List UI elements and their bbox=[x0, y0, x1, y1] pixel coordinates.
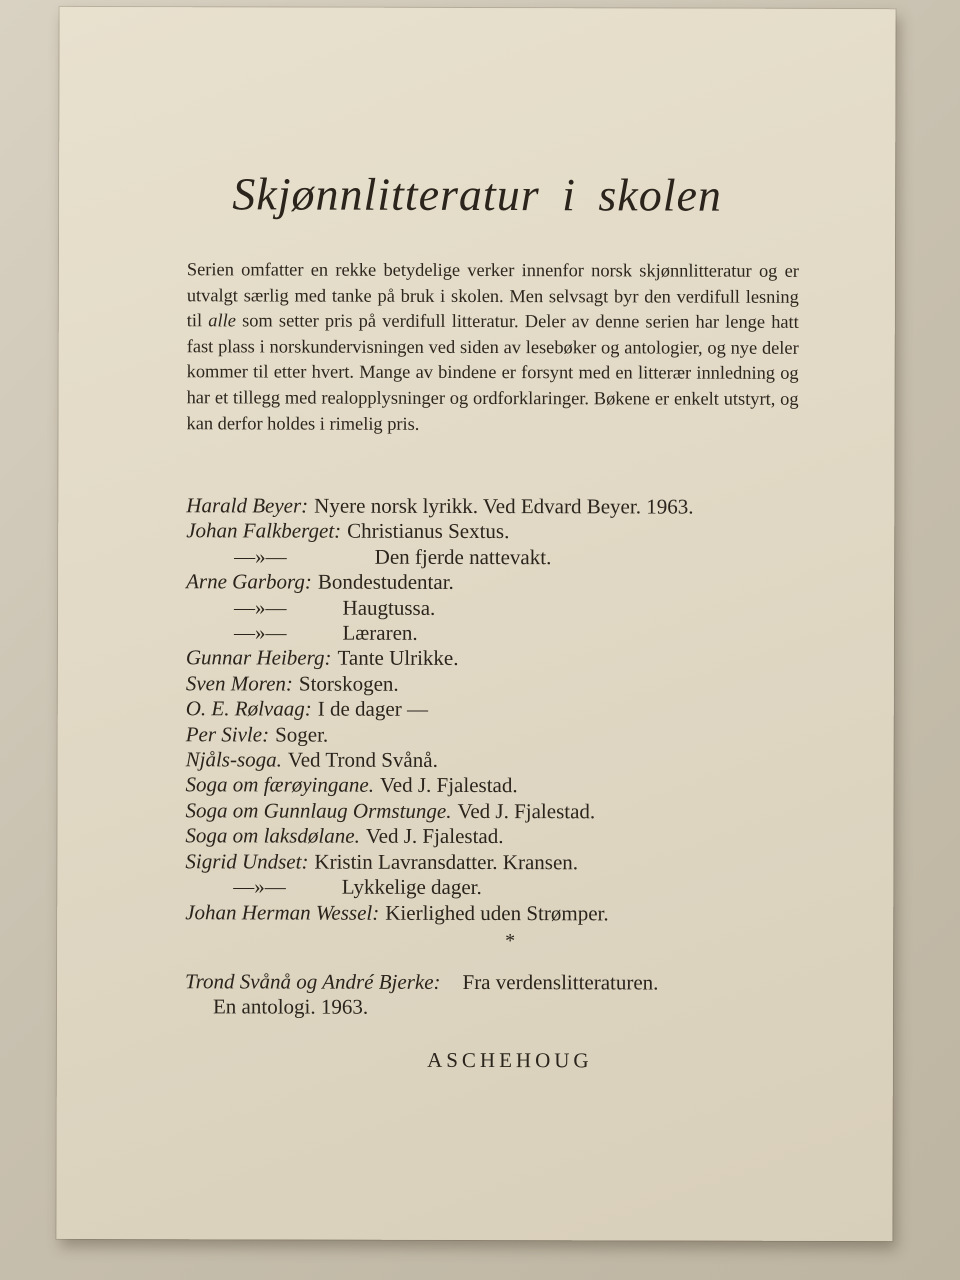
book-author: Sven Moren: bbox=[185, 671, 293, 696]
book-author: Johan Falkberget: bbox=[186, 518, 342, 544]
book-author: Harald Beyer: bbox=[186, 493, 309, 518]
book-author: Soga om laksdølane. bbox=[185, 823, 360, 848]
book-title: Ved Trond Svånå. bbox=[287, 747, 438, 772]
book-title: Tante Ulrikke. bbox=[337, 646, 459, 671]
book-author: Per Sivle: bbox=[185, 721, 270, 747]
section-separator: * bbox=[505, 930, 516, 953]
book-back-cover bbox=[56, 7, 895, 1241]
book-author: Gunnar Heiberg: bbox=[185, 645, 332, 671]
book-entry bbox=[185, 874, 825, 901]
book-entry bbox=[186, 773, 826, 800]
anthology-authors: Trond Svånå og André Bjerke: bbox=[185, 969, 441, 994]
book-entry bbox=[186, 671, 826, 698]
book-title: I de dager — bbox=[317, 696, 428, 722]
series-description bbox=[186, 257, 798, 438]
book-title: Bondestudentar. bbox=[317, 569, 454, 595]
book-entry bbox=[185, 798, 825, 825]
book-title: Lykkelige dager. bbox=[341, 874, 482, 900]
anthology-subtitle: En antologi. 1963. bbox=[212, 994, 369, 1020]
book-entry bbox=[186, 569, 826, 596]
book-entry bbox=[186, 722, 826, 749]
book-title: Ved J. Fjalestad. bbox=[365, 823, 504, 849]
book-entry bbox=[186, 493, 826, 520]
intro-text-2: som setter pris på verdifull litteratur. Deler av denne serien har lenge hatt fast plass i norskundervisningen ved siden av lesebøker og antologier, og nye deler kommer til etter hvert. Mange av bindene er forsynt med en litterær innledning og har et tillegg med realopplysninger og ordforklaringer. Bøkene er enkelt utstyrt, og kan derfor holdes i rimelig pris. bbox=[186, 310, 799, 434]
book-entry bbox=[185, 849, 825, 876]
book-title: Kierlighed uden Strømper. bbox=[385, 900, 609, 925]
book-entry bbox=[186, 646, 826, 673]
book-entry bbox=[185, 824, 825, 851]
book-title: Storskogen. bbox=[298, 671, 399, 696]
series-title: Skjønnlitteratur i skolen bbox=[232, 168, 723, 221]
book-entry bbox=[186, 747, 826, 774]
book-title: Den fjerde nattevakt. bbox=[374, 544, 552, 570]
book-title: Haugtussa. bbox=[342, 595, 436, 620]
book-author: Njåls-soga. bbox=[185, 747, 282, 772]
book-entry bbox=[185, 900, 825, 927]
ditto-mark: —»— bbox=[234, 544, 287, 569]
book-author: Sigrid Undset: bbox=[185, 848, 309, 874]
ditto-mark: —»— bbox=[234, 594, 287, 620]
book-entry bbox=[186, 696, 826, 723]
book-entry bbox=[186, 620, 826, 647]
ditto-mark: —»— bbox=[233, 874, 286, 899]
ditto-mark: —»— bbox=[233, 620, 287, 645]
book-author: Johan Herman Wessel: bbox=[185, 899, 380, 925]
book-author: Soga om Gunnlaug Ormstunge. bbox=[185, 798, 452, 823]
book-entry bbox=[186, 544, 826, 571]
book-title: Ved J. Fjalestad. bbox=[379, 773, 518, 798]
book-title: Nyere norsk lyrikk. Ved Edvard Beyer. 1963. bbox=[314, 493, 694, 519]
book-author: Soga om færøyingane. bbox=[185, 772, 375, 798]
intro-emphasis: alle bbox=[208, 310, 236, 331]
anthology-entry bbox=[185, 969, 805, 1021]
book-title: Læraren. bbox=[342, 620, 418, 645]
book-title: Christianus Sextus. bbox=[347, 519, 510, 544]
book-title: Kristin Lavransdatter. Kransen. bbox=[314, 849, 579, 874]
anthology-title: Fra verdenslitteraturen. bbox=[462, 969, 659, 995]
book-author: O. E. Rølvaag: bbox=[185, 696, 312, 721]
intro-text-1: Serien omfatter en rekke betydelige verker innenfor norsk skjønnlitteratur og er utvalgt særlig med tanke på bruk i skolen. Men selvsagt byr den verdifull lesning til bbox=[186, 259, 799, 331]
book-list bbox=[185, 493, 826, 927]
book-entry bbox=[186, 519, 826, 546]
book-author: Arne Garborg: bbox=[186, 569, 312, 594]
book-title: Ved J. Fjalestad. bbox=[457, 798, 596, 824]
book-title: Soger. bbox=[275, 722, 329, 747]
book-entry bbox=[186, 595, 826, 622]
publisher-name: ASCHEHOUG bbox=[427, 1047, 593, 1073]
